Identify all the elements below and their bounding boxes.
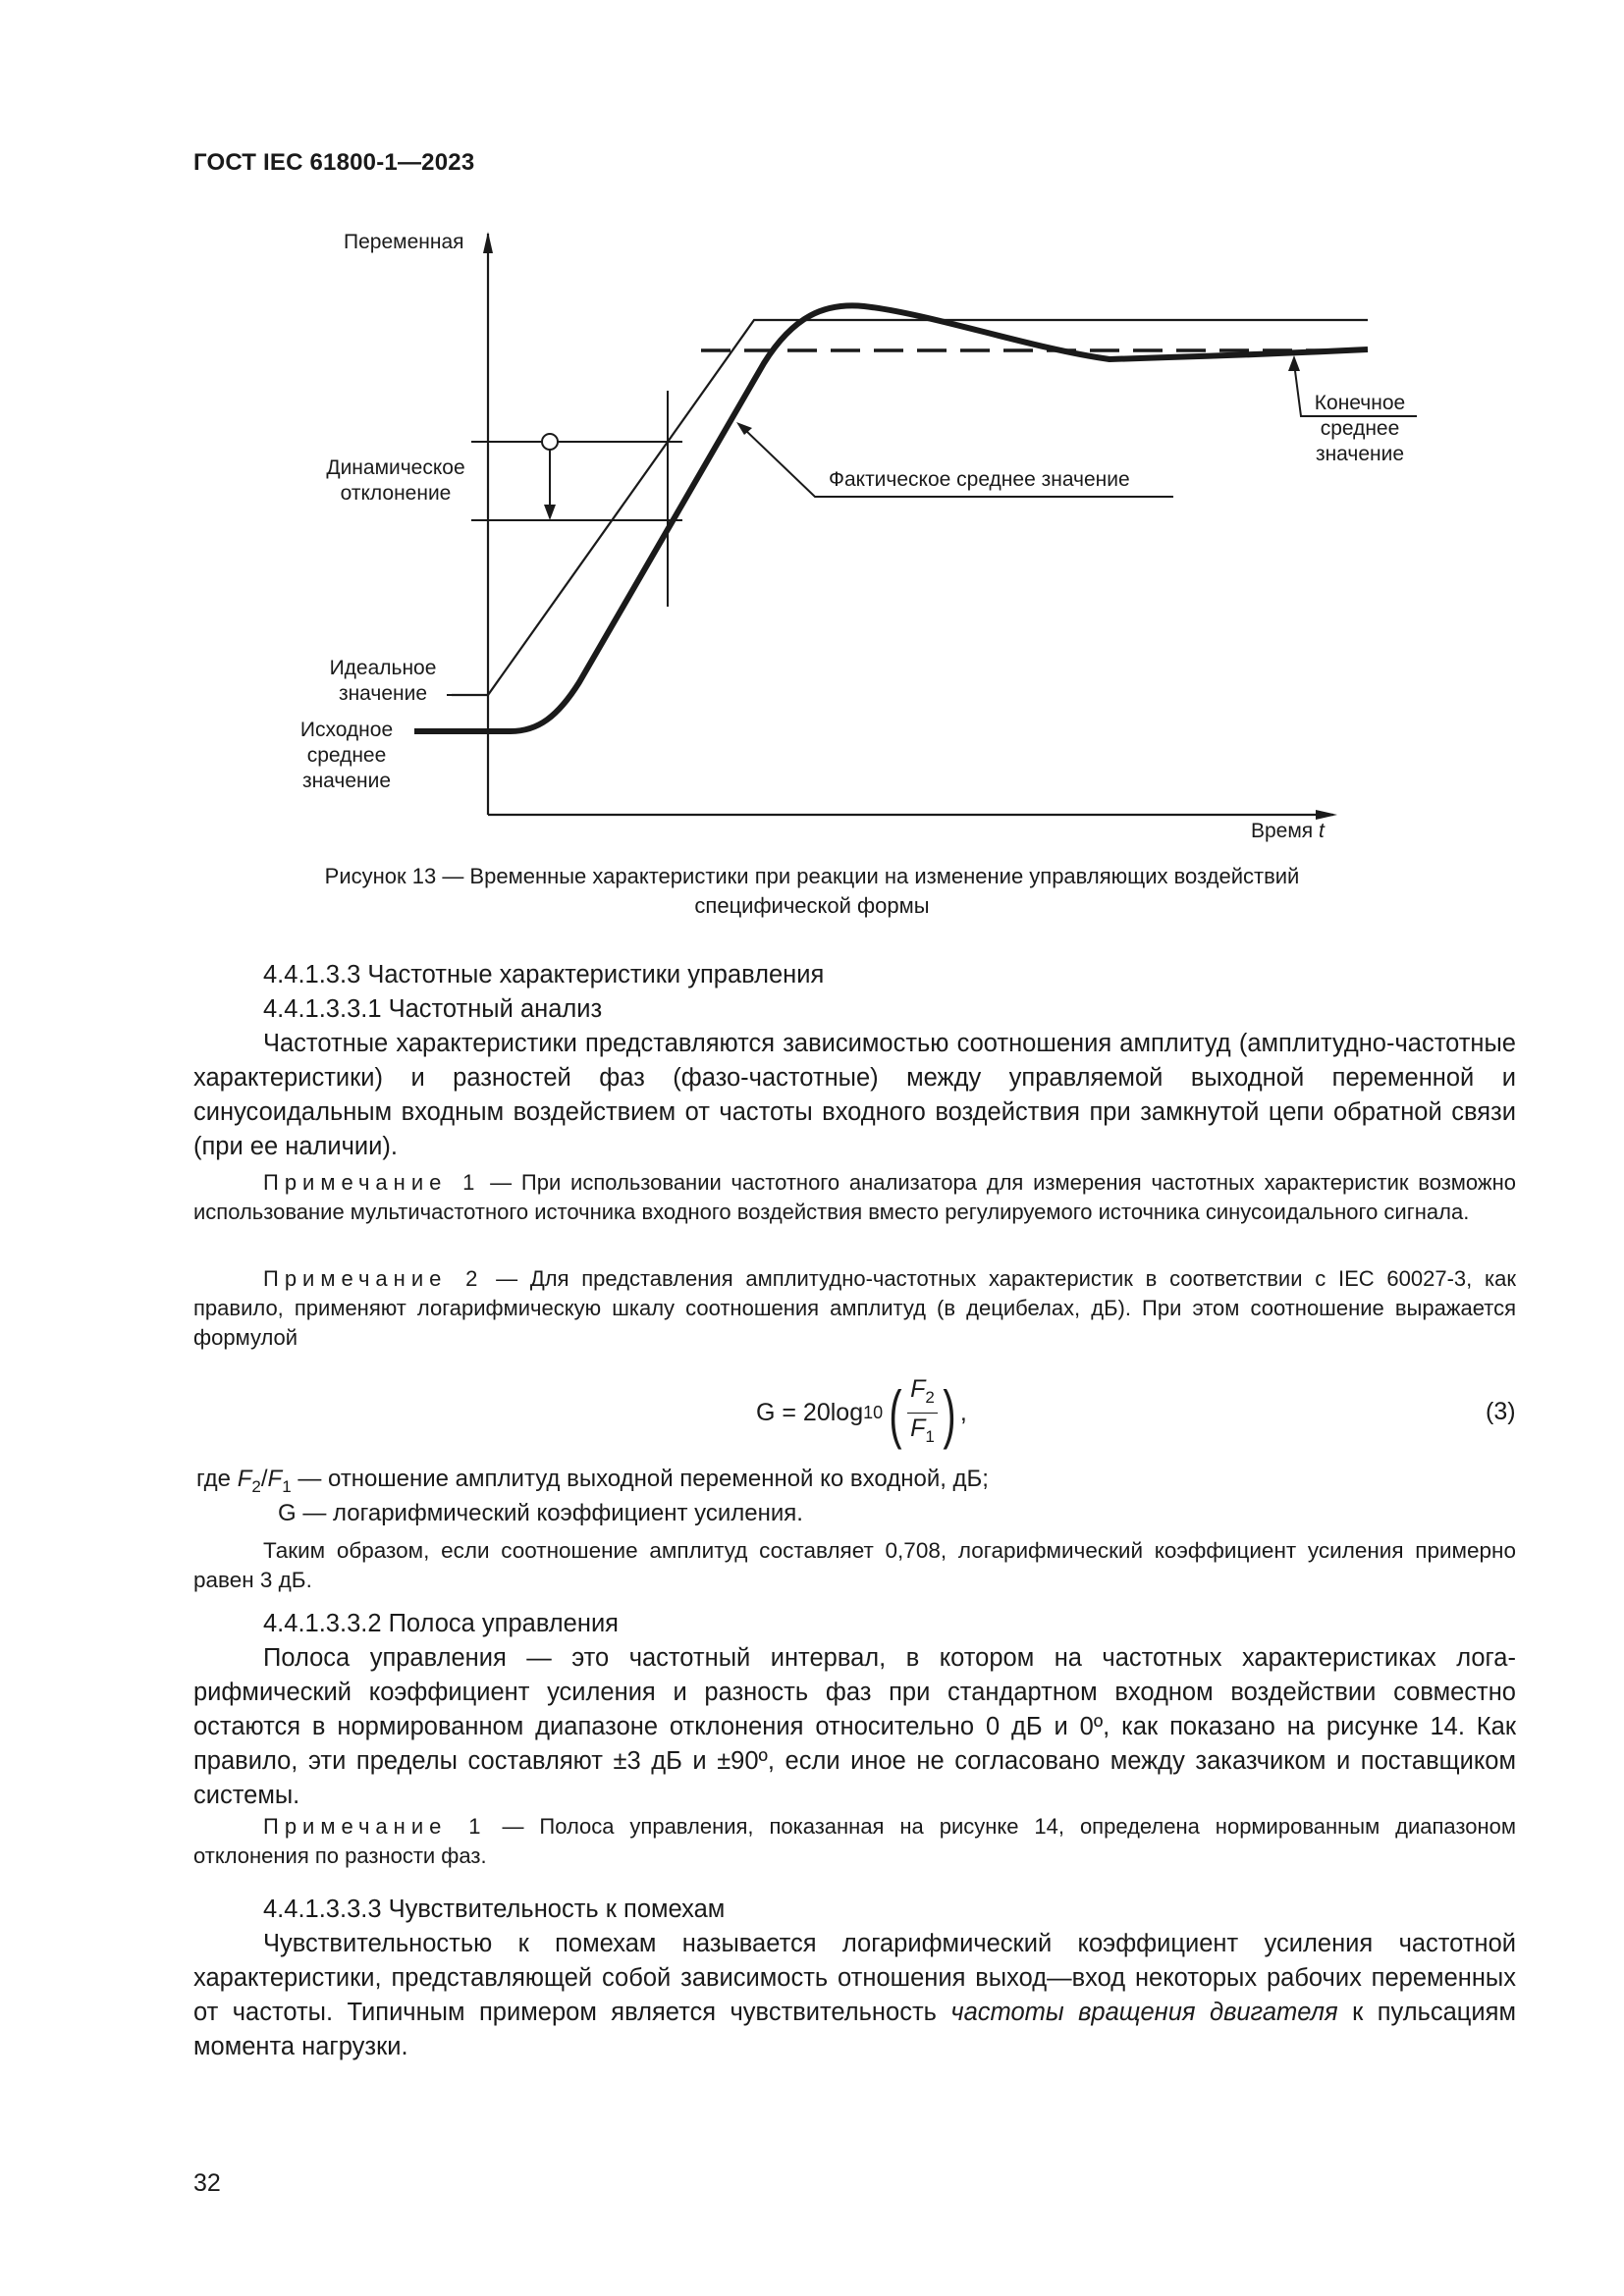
formula-3: G = 20log 10 ( $\frac{F_2}{F_1}$ ) , bbox=[756, 1375, 967, 1450]
actual-mean-label: Фактическое среднее значение bbox=[829, 468, 1130, 491]
section-heading-frequency-analysis: 4.4.1.3.3.1 Частотный анализ bbox=[263, 995, 603, 1023]
note-1: Примечание 1 — При использовании частотного анализатора для измерения частотных характеристик возможно использование мультичастотного источника входного воздействия вместо регулируемого источника синусоидального сигнала. bbox=[193, 1170, 1516, 1224]
ideal-value-curve bbox=[452, 320, 1368, 695]
section-heading-frequency: 4.4.1.3.3 Частотные характеристики управления bbox=[263, 961, 825, 988]
dynamic-deviation-label: Динамическое отклонение bbox=[326, 456, 465, 505]
page-number: 32 bbox=[193, 2169, 221, 2197]
y-axis-label: Переменная bbox=[344, 231, 464, 253]
where-line-2: G — логарифмический коэффициент усиления. bbox=[278, 1500, 803, 1526]
figure-caption: Рисунок 13 — Временные характеристики при реакции на изменение управляющих воздействий специфической формы bbox=[324, 864, 1300, 918]
note-control-band: Примечание 1 — Полоса управления, показанная на рисунке 14, определена нормированным диапазоном отклонения по разности фаз. bbox=[193, 1814, 1517, 1868]
final-mean-leader-arrow-icon bbox=[1288, 355, 1300, 371]
final-mean-label: Конечное среднее значение bbox=[1314, 392, 1406, 465]
paragraph-control-band: Полоса управления — это частотный интервал, в котором на частотных характеристиках логарифмический коэффициент усиления и разность фаз при стандартном входном воздействии совместно остаются в нормированном диапазоне отклонения относительно 0 дБ и 0º, как показано на рисунке 14. Как правило, эти пределы составляют ±3 дБ и ±90º, если иное не согласовано между заказчиком и поставщиком системы. bbox=[193, 1644, 1516, 1809]
document-header: ГОСТ IEC 61800-1—2023 bbox=[193, 149, 475, 176]
x-axis-label: Время t bbox=[1251, 820, 1325, 842]
section-heading-noise-sensitivity: 4.4.1.3.3.3 Чувствительность к помехам bbox=[263, 1896, 726, 1923]
where-line-1: где $F_2/F_1$ — отношение амплитуд выходной переменной ко входной, дБ; bbox=[196, 1466, 989, 1496]
initial-mean-label: Исходное среднее значение bbox=[299, 719, 394, 792]
dynamic-deviation-circle-icon bbox=[542, 434, 558, 450]
ideal-value-label: Идеальное значение bbox=[329, 657, 437, 705]
note-2: Примечание 2 — Для представления амплитудно-частотных характеристик в соответствии с IEC 60027-3, как правило, применяют логарифмическую шкалу соотношения амплитуд (в децибелах, дБ). При этом соотношение выражается формулой bbox=[193, 1266, 1516, 1350]
dynamic-deviation-arrow-icon bbox=[544, 505, 556, 520]
paragraph-frequency: Частотные характеристики представляются зависимостью соотношения амплитуд (амплитудно-частотные характеристики) и разностей фаз (фазо-частотные) между управляемой выходной переменной и синусоидальным входным воздействием от частоты входного воздействия при замкнутой цепи обратной связи (при ее наличии). bbox=[193, 1030, 1516, 1160]
formula-number: (3) bbox=[1486, 1398, 1516, 1425]
paragraph-example: Таким образом, если соотношение амплитуд составляет 0,708, логарифмический коэффициент усиления примерно равен 3 дБ. bbox=[193, 1538, 1516, 1592]
actual-mean-curve bbox=[414, 305, 1368, 731]
section-heading-control-band: 4.4.1.3.3.2 Полоса управления bbox=[263, 1610, 619, 1637]
paragraph-noise-sensitivity: Чувствительностью к помехам называется логарифмический коэффициент усиления частотной характеристики, представляющей собой зависимость отношения выход—вход некоторых рабочих переменных от частоты. Типичным примером является чувствительность частоты вращения двигателя к пульсациям момента нагрузки. bbox=[193, 1930, 1516, 2060]
y-axis-arrow-icon bbox=[483, 232, 493, 253]
